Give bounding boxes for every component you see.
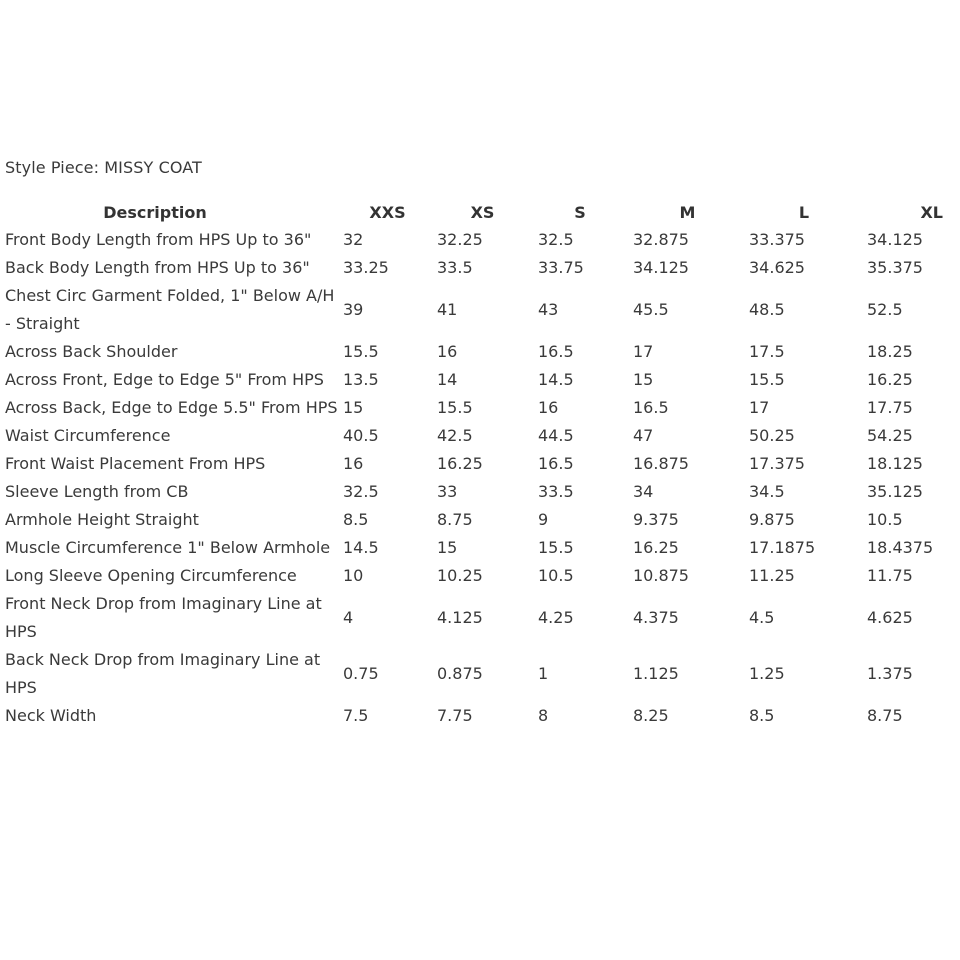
cell-xxs: 33.25 bbox=[343, 258, 389, 277]
row-description: Front Neck Drop from Imaginary Line at HPS bbox=[5, 594, 322, 641]
cell-m: 16.875 bbox=[633, 454, 689, 473]
cell-m: 16.5 bbox=[633, 398, 669, 417]
table-row bbox=[0, 646, 958, 702]
cell-s: 15.5 bbox=[538, 538, 574, 557]
cell-xs: 16.25 bbox=[437, 454, 483, 473]
cell-m: 32.875 bbox=[633, 230, 689, 249]
table-row bbox=[0, 422, 958, 450]
table-row bbox=[0, 366, 958, 394]
header-size-l: L bbox=[798, 202, 810, 222]
cell-m: 16.25 bbox=[633, 538, 679, 557]
cell-xs: 15 bbox=[437, 538, 458, 557]
cell-l: 50.25 bbox=[749, 426, 795, 445]
cell-l: 17 bbox=[749, 398, 770, 417]
cell-m: 34 bbox=[633, 482, 654, 501]
cell-xs: 0.875 bbox=[437, 664, 483, 683]
row-description: Back Neck Drop from Imaginary Line at HPS bbox=[5, 650, 321, 697]
cell-s: 16.5 bbox=[538, 454, 574, 473]
cell-xs: 8.75 bbox=[437, 510, 473, 529]
row-description: Sleeve Length from CB bbox=[5, 482, 189, 501]
table-row bbox=[0, 590, 958, 646]
row-description: Armhole Height Straight bbox=[5, 510, 199, 529]
header-description: Description bbox=[103, 202, 207, 222]
cell-xxs: 15.5 bbox=[343, 342, 379, 361]
row-description: Across Front, Edge to Edge 5" From HPS bbox=[5, 370, 324, 389]
cell-xl: 18.125 bbox=[867, 454, 923, 473]
cell-xs: 10.25 bbox=[437, 566, 483, 585]
cell-l: 33.375 bbox=[749, 230, 805, 249]
cell-l: 9.875 bbox=[749, 510, 795, 529]
cell-s: 1 bbox=[538, 664, 549, 683]
cell-s: 14.5 bbox=[538, 370, 574, 389]
cell-xl: 10.5 bbox=[867, 510, 903, 529]
table-row bbox=[0, 254, 958, 282]
header-size-m: M bbox=[679, 202, 696, 222]
cell-xl: 54.25 bbox=[867, 426, 913, 445]
cell-m: 15 bbox=[633, 370, 654, 389]
cell-m: 10.875 bbox=[633, 566, 689, 585]
row-description: Front Body Length from HPS Up to 36" bbox=[5, 230, 312, 249]
cell-m: 45.5 bbox=[633, 300, 669, 319]
cell-xxs: 8.5 bbox=[343, 510, 369, 529]
cell-m: 1.125 bbox=[633, 664, 679, 683]
cell-xl: 34.125 bbox=[867, 230, 923, 249]
table-row bbox=[0, 394, 958, 422]
cell-xxs: 10 bbox=[343, 566, 364, 585]
cell-l: 17.5 bbox=[749, 342, 785, 361]
cell-xs: 32.25 bbox=[437, 230, 483, 249]
cell-xxs: 32.5 bbox=[343, 482, 379, 501]
cell-xs: 7.75 bbox=[437, 706, 473, 725]
cell-s: 43 bbox=[538, 300, 559, 319]
cell-xxs: 4 bbox=[343, 608, 354, 627]
table-row bbox=[0, 338, 958, 366]
header-row bbox=[0, 198, 958, 226]
cell-xs: 33 bbox=[437, 482, 458, 501]
cell-xxs: 16 bbox=[343, 454, 364, 473]
row-description: Front Waist Placement From HPS bbox=[5, 454, 266, 473]
cell-m: 4.375 bbox=[633, 608, 679, 627]
cell-xl: 16.25 bbox=[867, 370, 913, 389]
table-row bbox=[0, 450, 958, 478]
header-size-xxs: XXS bbox=[369, 202, 406, 222]
cell-s: 4.25 bbox=[538, 608, 574, 627]
cell-l: 8.5 bbox=[749, 706, 775, 725]
cell-l: 17.375 bbox=[749, 454, 805, 473]
cell-s: 10.5 bbox=[538, 566, 574, 585]
cell-xl: 8.75 bbox=[867, 706, 903, 725]
header-size-s: S bbox=[574, 202, 586, 222]
table-row bbox=[0, 562, 958, 590]
cell-xxs: 7.5 bbox=[343, 706, 369, 725]
cell-xxs: 32 bbox=[343, 230, 364, 249]
cell-xs: 16 bbox=[437, 342, 458, 361]
table-row bbox=[0, 702, 958, 730]
cell-xxs: 15 bbox=[343, 398, 364, 417]
cell-l: 34.5 bbox=[749, 482, 785, 501]
cell-m: 47 bbox=[633, 426, 654, 445]
cell-l: 34.625 bbox=[749, 258, 805, 277]
cell-s: 44.5 bbox=[538, 426, 574, 445]
cell-l: 15.5 bbox=[749, 370, 785, 389]
row-description: Long Sleeve Opening Circumference bbox=[5, 566, 297, 585]
cell-m: 17 bbox=[633, 342, 654, 361]
cell-l: 48.5 bbox=[749, 300, 785, 319]
table-row bbox=[0, 282, 958, 338]
cell-xl: 1.375 bbox=[867, 664, 913, 683]
table-row bbox=[0, 478, 958, 506]
cell-s: 8 bbox=[538, 706, 549, 725]
cell-m: 8.25 bbox=[633, 706, 669, 725]
cell-xxs: 39 bbox=[343, 300, 364, 319]
cell-xl: 35.375 bbox=[867, 258, 923, 277]
cell-xxs: 0.75 bbox=[343, 664, 379, 683]
cell-xs: 42.5 bbox=[437, 426, 473, 445]
cell-xl: 18.25 bbox=[867, 342, 913, 361]
row-description: Neck Width bbox=[5, 706, 97, 725]
cell-l: 4.5 bbox=[749, 608, 775, 627]
cell-xl: 11.75 bbox=[867, 566, 913, 585]
cell-xs: 14 bbox=[437, 370, 458, 389]
cell-s: 16.5 bbox=[538, 342, 574, 361]
cell-l: 11.25 bbox=[749, 566, 795, 585]
row-description: Back Body Length from HPS Up to 36" bbox=[5, 258, 310, 277]
table-row bbox=[0, 506, 958, 534]
cell-xxs: 13.5 bbox=[343, 370, 379, 389]
cell-xl: 35.125 bbox=[867, 482, 923, 501]
header-size-xl: XL bbox=[920, 202, 943, 222]
cell-s: 33.5 bbox=[538, 482, 574, 501]
cell-xl: 18.4375 bbox=[867, 538, 934, 557]
cell-xs: 15.5 bbox=[437, 398, 473, 417]
cell-l: 1.25 bbox=[749, 664, 785, 683]
row-description: Muscle Circumference 1" Below Armhole bbox=[5, 538, 331, 557]
cell-s: 9 bbox=[538, 510, 549, 529]
cell-xl: 17.75 bbox=[867, 398, 913, 417]
cell-s: 16 bbox=[538, 398, 559, 417]
cell-xl: 4.625 bbox=[867, 608, 913, 627]
cell-xs: 4.125 bbox=[437, 608, 483, 627]
cell-xl: 52.5 bbox=[867, 300, 903, 319]
row-description: Across Back Shoulder bbox=[5, 342, 178, 361]
cell-s: 32.5 bbox=[538, 230, 574, 249]
cell-m: 34.125 bbox=[633, 258, 689, 277]
cell-xs: 33.5 bbox=[437, 258, 473, 277]
size-spec-table bbox=[0, 198, 958, 730]
header-size-xs: XS bbox=[470, 202, 495, 222]
row-description: Waist Circumference bbox=[5, 426, 171, 445]
page-title: Style Piece: MISSY COAT bbox=[5, 158, 202, 177]
row-description: Chest Circ Garment Folded, 1" Below A/H - Straight bbox=[5, 286, 335, 333]
cell-l: 17.1875 bbox=[749, 538, 816, 557]
row-description: Across Back, Edge to Edge 5.5" From HPS bbox=[5, 398, 338, 417]
table-row bbox=[0, 534, 958, 562]
cell-xxs: 40.5 bbox=[343, 426, 379, 445]
cell-s: 33.75 bbox=[538, 258, 584, 277]
cell-xs: 41 bbox=[437, 300, 458, 319]
table-row bbox=[0, 226, 958, 254]
cell-xxs: 14.5 bbox=[343, 538, 379, 557]
cell-m: 9.375 bbox=[633, 510, 679, 529]
